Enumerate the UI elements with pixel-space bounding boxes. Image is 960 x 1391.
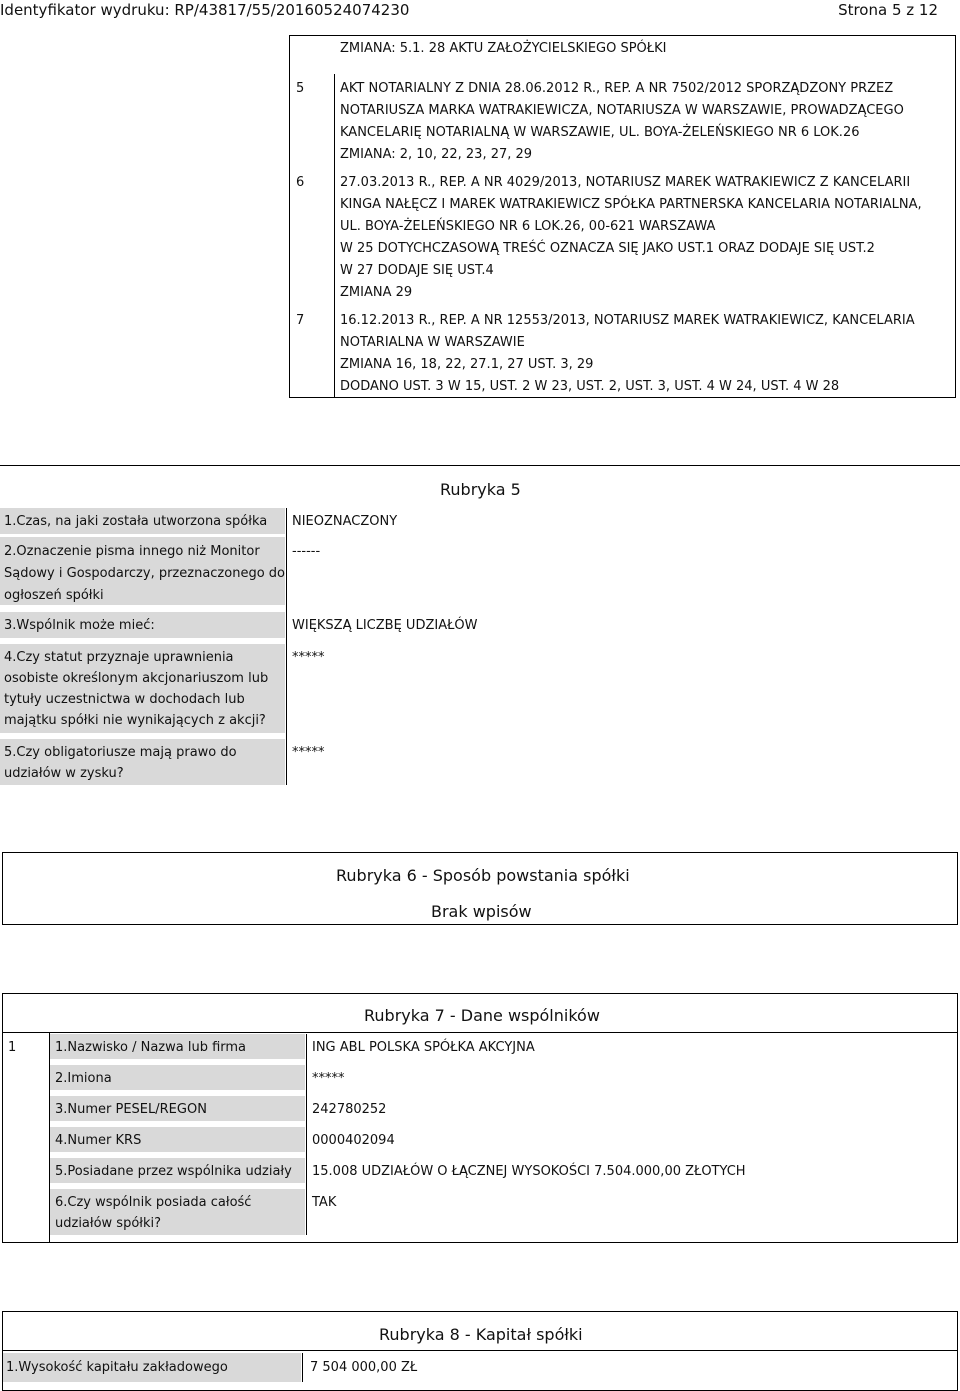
history-row-line: KANCELARIĘ NOTARIALNĄ W WARSZAWIE, UL. BOYA-ŻELEŃSKIEGO NR 6 LOK.26 xyxy=(340,125,860,140)
history-row-line: 27.03.2013 R., REP. A NR 4029/2013, NOTARIUSZ MAREK WATRAKIEWICZ Z KANCELARII xyxy=(340,175,911,190)
rubryka7-label: udziałów spółki? xyxy=(55,1216,162,1231)
rubryka8-title: Rubryka 8 - Kapitał spółki xyxy=(379,1325,583,1344)
history-row-line: UL. BOYA-ŻELEŃSKIEGO NR 6 LOK.26, 00-621 WARSZAWA xyxy=(340,219,716,234)
rubryka5-label: 5.Czy obligatoriusze mają prawo do xyxy=(4,745,237,760)
rubryka7-label: 3.Numer PESEL/REGON xyxy=(55,1102,207,1117)
history-row-number: 6 xyxy=(296,175,305,190)
rubryka7-label: 4.Numer KRS xyxy=(55,1133,142,1148)
rubryka5-title: Rubryka 5 xyxy=(440,480,521,499)
print-identifier: Identyfikator wydruku: RP/43817/55/20160524074230 xyxy=(0,1,410,19)
history-top-line: ZMIANA: 5.1. 28 AKTU ZAŁOŻYCIELSKIEGO SPÓŁKI xyxy=(340,41,667,56)
history-row-line: ZMIANA 16, 18, 22, 27.1, 27 UST. 3, 29 xyxy=(340,357,594,372)
history-row-line: NOTARIALNA W WARSZAWIE xyxy=(340,335,525,350)
rubryka5-value: ***** xyxy=(292,650,325,665)
rubryka5-label: 4.Czy statut przyznaje uprawnienia xyxy=(4,650,234,665)
rubryka6-title: Rubryka 6 - Sposób powstania spółki xyxy=(336,866,630,885)
history-row-line: 16.12.2013 R., REP. A NR 12553/2013, NOTARIUSZ MAREK WATRAKIEWICZ, KANCELARIA xyxy=(340,313,915,328)
history-row-line: KINGA NAŁĘCZ I MAREK WATRAKIEWICZ SPÓŁKA PARTNERSKA KANCELARIA NOTARIALNA, xyxy=(340,197,922,212)
rubryka7-label: 5.Posiadane przez wspólnika udziały xyxy=(55,1164,292,1179)
rubryka5-label: Sądowy i Gospodarczy, przeznaczonego do xyxy=(4,566,285,581)
rubryka5-label: osobiste określonym akcjonariuszom lub xyxy=(4,671,269,686)
history-row-number: 7 xyxy=(296,313,305,328)
history-row-line: W 25 DOTYCHCZASOWĄ TREŚĆ OZNACZA SIĘ JAKO UST.1 ORAZ DODAJE SIĘ UST.2 xyxy=(340,241,875,256)
rubryka6-subtitle: Brak wpisów xyxy=(431,902,532,921)
rubryka5-label: 3.Wspólnik może mieć: xyxy=(4,618,155,633)
rubryka5-label: udziałów w zysku? xyxy=(4,766,124,781)
rubryka5-label: tytuły uczestnictwa w dochodach lub xyxy=(4,692,245,707)
rubryka7-value: ING ABL POLSKA SPÓŁKA AKCYJNA xyxy=(312,1040,535,1055)
history-row-line: ZMIANA: 2, 10, 22, 23, 27, 29 xyxy=(340,147,533,162)
rubryka7-value: TAK xyxy=(312,1195,337,1210)
page-number: Strona 5 z 12 xyxy=(838,1,938,19)
history-row-line: W 27 DODAJE SIĘ UST.4 xyxy=(340,263,494,278)
rubryka7-value: ***** xyxy=(312,1071,345,1086)
rubryka5-label: ogłoszeń spółki xyxy=(4,588,104,603)
rubryka5-value: ***** xyxy=(292,745,325,760)
rubryka5-value: ------ xyxy=(292,544,321,559)
rubryka7-value: 15.008 UDZIAŁÓW O ŁĄCZNEJ WYSOKOŚCI 7.504.000,00 ZŁOTYCH xyxy=(312,1164,746,1179)
rubryka7-label: 2.Imiona xyxy=(55,1071,112,1086)
rubryka7-title: Rubryka 7 - Dane wspólników xyxy=(364,1006,600,1025)
history-row-line: AKT NOTARIALNY Z DNIA 28.06.2012 R., REP. A NR 7502/2012 SPORZĄDZONY PRZEZ xyxy=(340,81,894,96)
history-row-line: ZMIANA 29 xyxy=(340,285,413,300)
rubryka8-label: 1.Wysokość kapitału zakładowego xyxy=(6,1360,228,1375)
rubryka5-label: 2.Oznaczenie pisma innego niż Monitor xyxy=(4,544,260,559)
partner-number: 1 xyxy=(8,1040,17,1055)
history-row-line: DODANO UST. 3 W 15, UST. 2 W 23, UST. 2, UST. 3, UST. 4 W 24, UST. 4 W 28 xyxy=(340,379,840,394)
rubryka5-value: WIĘKSZĄ LICZBĘ UDZIAŁÓW xyxy=(292,618,478,633)
history-row-number: 5 xyxy=(296,81,305,96)
rubryka7-value: 0000402094 xyxy=(312,1133,395,1148)
rubryka5-label: 1.Czas, na jaki została utworzona spółka xyxy=(4,514,268,529)
history-row-line: NOTARIUSZA MARKA WATRAKIEWICZA, NOTARIUSZA W WARSZAWIE, PROWADZĄCEGO xyxy=(340,103,904,118)
rubryka7-value: 242780252 xyxy=(312,1102,387,1117)
rubryka7-label: 1.Nazwisko / Nazwa lub firma xyxy=(55,1040,247,1055)
rubryka5-label: majątku spółki nie wynikających z akcji? xyxy=(4,713,266,728)
rubryka5-value: NIEOZNACZONY xyxy=(292,514,398,529)
rubryka7-label: 6.Czy wspólnik posiada całość xyxy=(55,1195,252,1210)
rubryka8-value: 7 504 000,00 ZŁ xyxy=(310,1360,418,1375)
